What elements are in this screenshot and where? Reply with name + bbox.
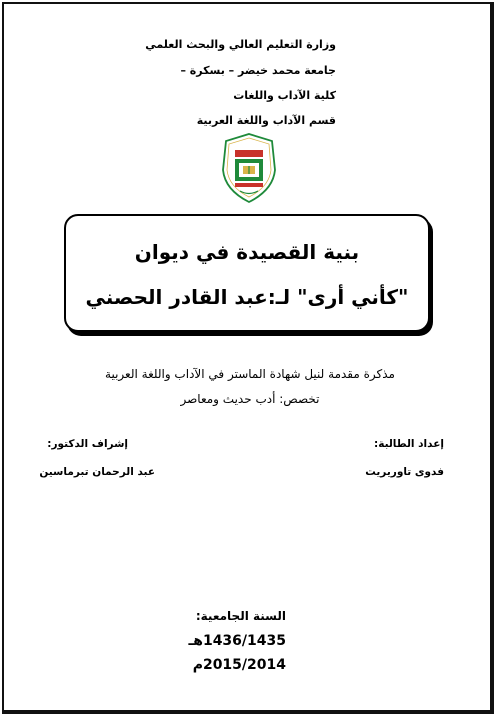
university-name: جامعة محمد خيضر – بسكرة – [180, 64, 336, 77]
page-border [2, 2, 494, 714]
department-name: قسم الآداب واللغة العربية [196, 114, 336, 127]
specialization: تخصص: أدب حديث ومعاصر [180, 392, 320, 406]
academic-year-gregorian: 2015/2014م [192, 657, 286, 673]
academic-year-hijri: 1436/1435هـ [188, 633, 286, 649]
academic-year-label: السنة الجامعية: [195, 609, 286, 623]
ministry-name: وزارة التعليم العالي والبحث العلمي [145, 38, 336, 51]
thesis-description: مذكرة مقدمة لنيل شهادة الماستر في الآداب واللغة العربية [105, 367, 395, 381]
thesis-title-line-2: "كأني أرى" لـ:عبد القادر الحصني [85, 285, 409, 309]
supervisor-label: إشراف الدكتور: [47, 438, 128, 450]
student-label: إعداد الطالبة: [374, 438, 444, 450]
thesis-title-line-1: بنية القصيدة في ديوان [134, 240, 360, 264]
university-seal-icon [220, 132, 278, 204]
supervisor-name: عبد الرحمان تبرماسين [39, 466, 155, 478]
title-box [64, 214, 430, 332]
faculty-name: كلية الآداب واللغات [233, 89, 336, 102]
student-name: فدوى تاوريريت [365, 466, 444, 478]
